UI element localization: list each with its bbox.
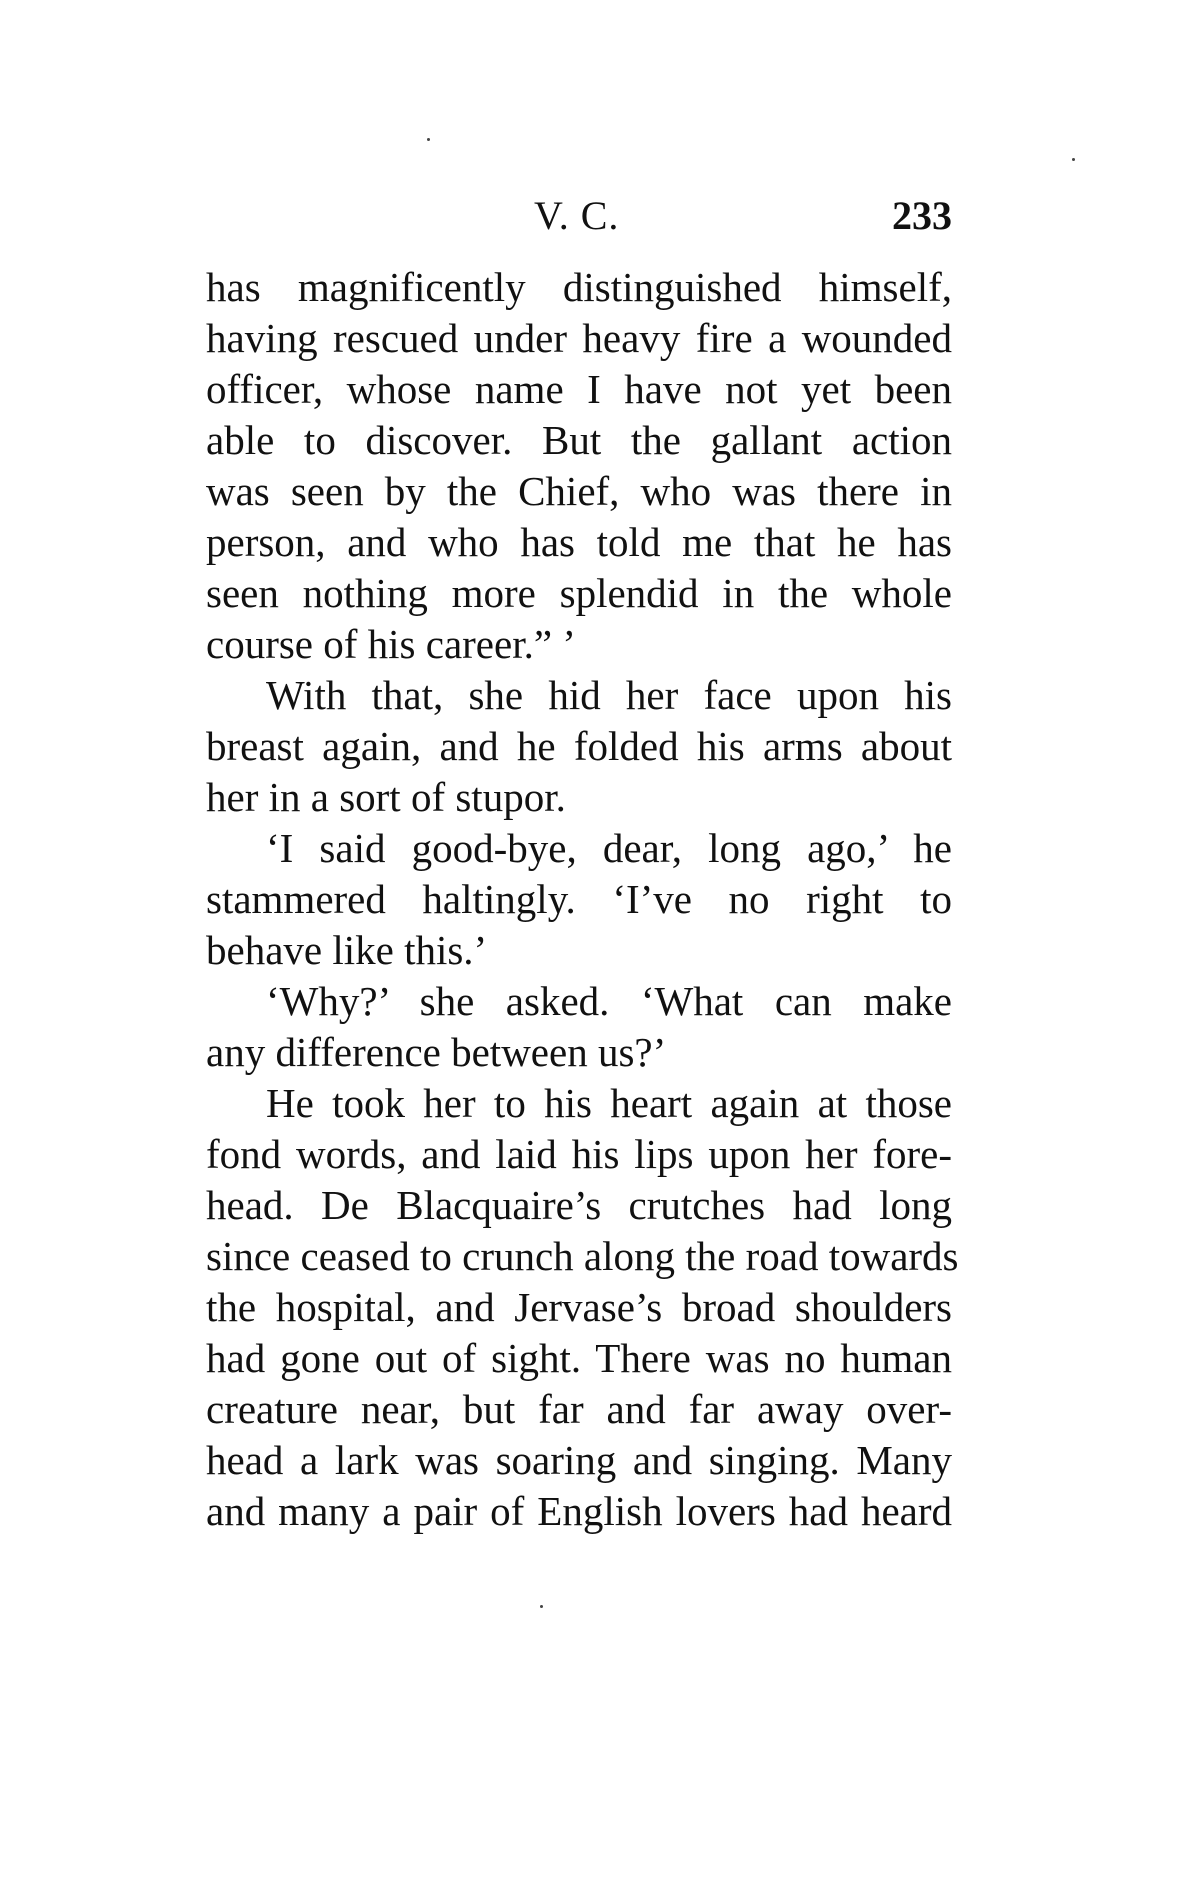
text-line: has magnificently distinguished himself, <box>206 264 952 310</box>
text-line: head a lark was soaring and singing. Many <box>206 1437 952 1483</box>
paragraph-4 <box>206 976 952 1078</box>
scan-speck <box>540 1605 543 1608</box>
text-line: the hospital, and Jervase’s broad shoulders <box>206 1284 952 1330</box>
text-line: course of his career.” ’ <box>206 621 576 667</box>
scan-speck <box>427 138 430 141</box>
text-line: able to discover. But the gallant action <box>206 417 952 463</box>
text-line: officer, whose name I have not yet been <box>206 366 952 412</box>
paragraph-3 <box>206 823 952 976</box>
paragraph-5 <box>206 1078 959 1537</box>
text-line: stammered haltingly. ‘I’ve no right to <box>206 876 952 922</box>
running-head: V. C. <box>534 193 620 238</box>
text-line: since ceased to crunch along the road towards <box>206 1233 959 1279</box>
page-number: 233 <box>892 193 952 238</box>
text-line: any difference between us?’ <box>206 1029 667 1075</box>
text-line: was seen by the Chief, who was there in <box>206 468 952 514</box>
text-line: He took her to his heart again at those <box>266 1080 952 1126</box>
scan-speck <box>1072 158 1075 161</box>
text-line: creature near, but far and far away over- <box>206 1386 952 1432</box>
text-line: and many a pair of English lovers had heard <box>206 1488 952 1534</box>
text-line: head. De Blacquaire’s crutches had long <box>206 1182 952 1228</box>
text-line: person, and who has told me that he has <box>206 519 952 565</box>
text-line: breast again, and he folded his arms about <box>206 723 952 769</box>
text-line: With that, she hid her face upon his <box>266 672 952 718</box>
text-line: had gone out of sight. There was no human <box>206 1335 952 1381</box>
text-line: fond words, and laid his lips upon her fore- <box>206 1131 952 1177</box>
text-line: seen nothing more splendid in the whole <box>206 570 952 616</box>
body-text <box>206 262 959 1537</box>
text-line: behave like this.’ <box>206 927 488 973</box>
text-line: ‘Why?’ she asked. ‘What can make <box>266 978 952 1024</box>
text-line: ‘I said good-bye, dear, long ago,’ he <box>266 825 952 871</box>
text-line: her in a sort of stupor. <box>206 774 566 820</box>
page-header <box>206 192 952 244</box>
paragraph-1 <box>206 262 952 670</box>
text-line: having rescued under heavy fire a wounded <box>206 315 952 361</box>
paragraph-2 <box>206 670 952 823</box>
